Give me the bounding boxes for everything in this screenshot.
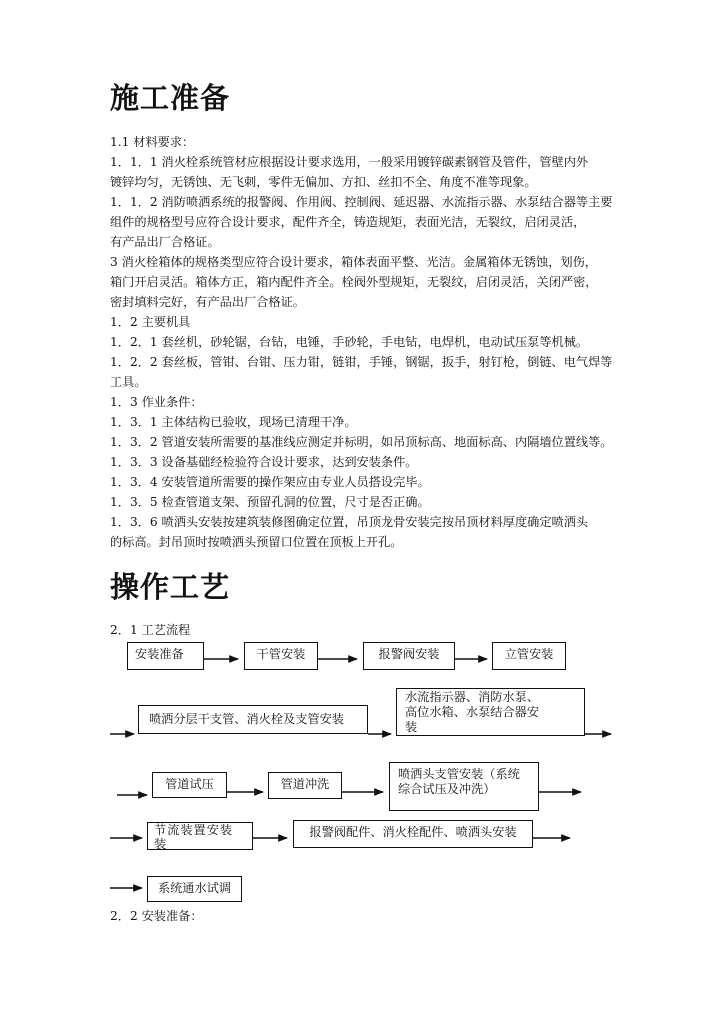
flow-step-install-prep <box>127 642 204 670</box>
flow-step-label: 装 <box>154 837 168 850</box>
text-line: 密封填料完好，有产品出厂合格证。 <box>110 295 305 309</box>
flow-step-label: 综合试压及冲洗） <box>398 782 496 796</box>
section-title-process: 操作工艺 <box>110 570 231 604</box>
text-line: 1．2．2 套丝板，管钳、台钳、压力钳，链钳，手锤，钢锯，扳手，射钉枪，倒链、电气焊等 <box>110 355 613 369</box>
text-line: 1．2 主要机具 <box>110 315 191 329</box>
flow-step-label: 报警阀安装 <box>378 647 440 661</box>
flow-step-commissioning <box>147 876 242 902</box>
flow-step-label: 喷洒头支管安装（系统 <box>398 767 520 781</box>
text-line: 1．2．1 套丝机，砂轮锯，台钻，电锤，手砂轮，手电钻，电焊机，电动试压泵等机械。 <box>110 335 589 349</box>
subsection-heading: 2．2 安装准备： <box>110 909 203 923</box>
text-line: 1．3．3 设备基础经检验符合设计要求，达到安装条件。 <box>110 455 418 469</box>
text-line: 组件的规格型号应符合设计要求，配件齐全，铸造规矩，表面光洁，无裂纹，启闭灵活， <box>110 215 586 229</box>
flow-step-main-pipe <box>244 642 318 670</box>
text-line: 1．3．1 主体结构已验收，现场已清理干净。 <box>110 415 357 429</box>
flow-step-riser <box>492 642 566 670</box>
flow-step-label: 安装准备 <box>135 647 184 661</box>
flow-step-alarm-valve <box>363 642 455 670</box>
flow-step-label: 系统通水试调 <box>157 881 232 895</box>
flow-heading: 2．1 工艺流程 <box>110 623 191 637</box>
section-title-preparation: 施工准备 <box>110 81 231 115</box>
flow-step-label: 装 <box>405 720 418 734</box>
flow-step-label: 立管安装 <box>504 647 554 661</box>
flow-step-sprinkler-branch <box>389 762 539 811</box>
text-line: 1．3．6 喷洒头安装按建筑装修图确定位置，吊顶龙骨安装完按吊顶材料厚度确定喷洒头 <box>110 515 589 529</box>
text-line: 1．3 作业条件： <box>110 395 203 409</box>
flow-step-throttle-device <box>147 822 253 850</box>
text-line: 1.1 材料要求： <box>110 135 195 149</box>
flow-step-label: 管道试压 <box>165 777 214 791</box>
text-line: 工具。 <box>110 375 147 389</box>
flow-step-label: 喷洒分层干支管、消火栓及支管安装 <box>149 712 344 726</box>
flow-step-pressure-test <box>152 772 227 798</box>
flow-step-label: 水流指示器、消防水泵、 <box>405 690 540 704</box>
flow-step-label: 干管安装 <box>256 647 306 661</box>
flow-step-branch-pipes <box>138 705 368 734</box>
text-line: 箱门开启灵活。箱体方正，箱内配件齐全。栓阀外型规矩，无裂纹，启闭灵活，关闭严密， <box>110 275 598 289</box>
flow-step-label: 高位水箱、水泵结合器安 <box>405 705 540 719</box>
text-line: 1．3．2 管道安装所需要的基准线应测定并标明，如吊顶标高、地面标高、内隔墙位置线等。 <box>110 435 613 449</box>
text-line: 1．1．1 消火栓系统管材应根据设计要求选用，一般采用镀锌碳素钢管及管件，管壁内外 <box>110 155 589 169</box>
flow-step-label: 节流装置安装 <box>154 823 234 837</box>
text-line: 1．3．4 安装管道所需要的操作架应由专业人员搭设完毕。 <box>110 475 430 489</box>
text-line: 3 消火栓箱体的规格类型应符合设计要求，箱体表面平整、光洁。金属箱体无锈蚀，划伤， <box>110 255 597 269</box>
text-line: 1．1．2 消防喷洒系统的报警阀、作用阀、控制阀、延迟器、水流指示器、水泵结合器等主要 <box>110 195 613 209</box>
flow-step-flushing <box>268 772 342 799</box>
flow-step-fittings-install <box>293 820 533 848</box>
flow-step-flow-indicator <box>396 688 585 736</box>
text-line: 镀锌均匀，无锈蚀、无飞刺，零件无偏加、方扣、丝扣不全、角度不准等现象。 <box>110 175 537 189</box>
text-line: 的标高。封吊顶时按喷洒头预留口位置在顶板上开孔。 <box>110 535 403 549</box>
text-line: 1．3．5 检查管道支架、预留孔洞的位置，尺寸是否正确。 <box>110 495 430 509</box>
text-line: 有产品出厂合格证。 <box>110 235 220 249</box>
flow-step-label: 报警阀配件、消火栓配件、喷洒头安装 <box>309 825 517 839</box>
flow-step-label: 管道冲洗 <box>280 777 330 791</box>
